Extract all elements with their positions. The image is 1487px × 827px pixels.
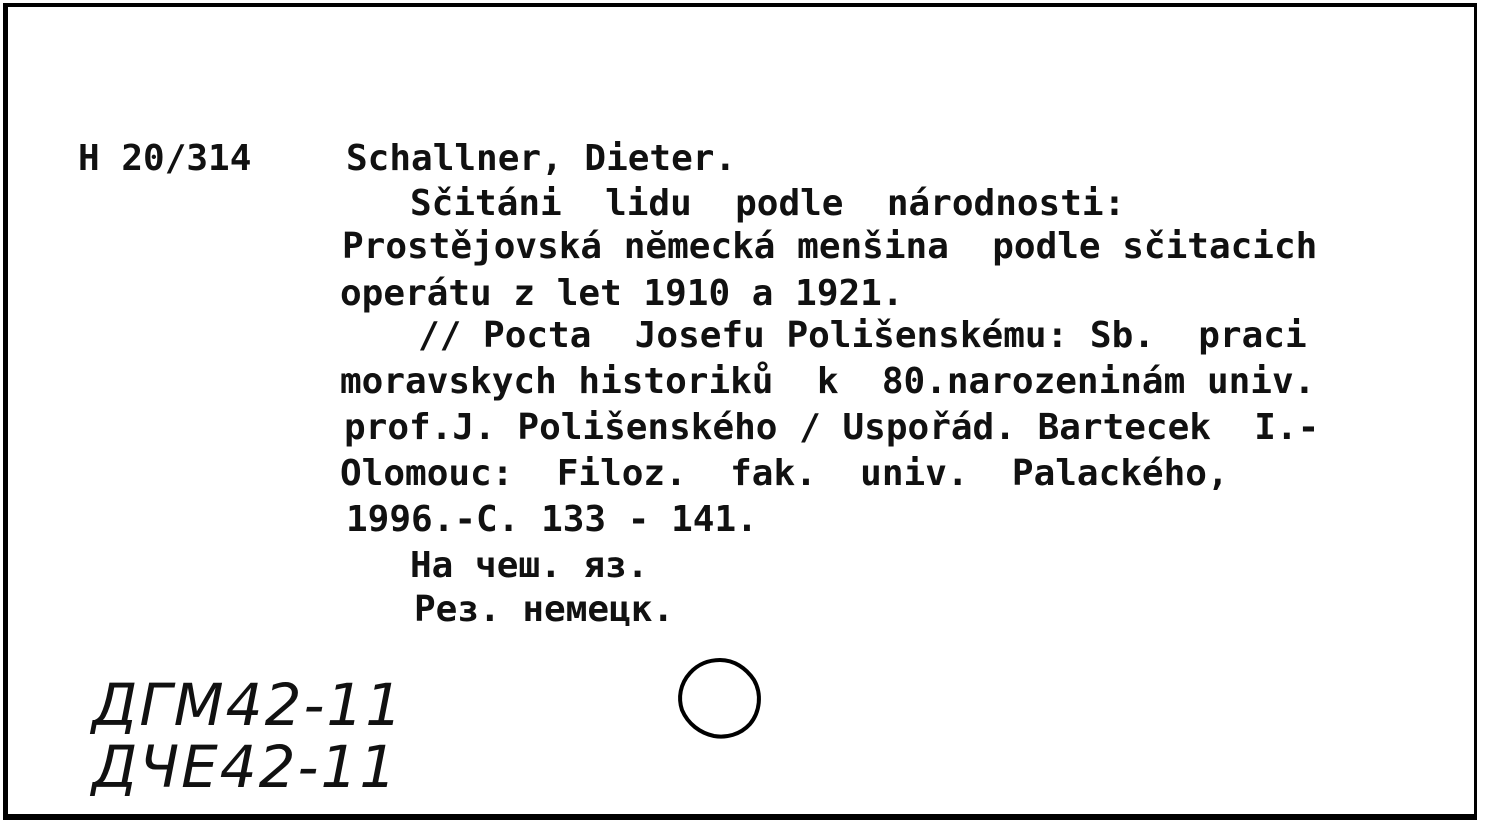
description-line: // Pocta Josefu Polišenskému: Sb. praci bbox=[418, 315, 1307, 356]
description-line: Olomouc: Filoz. fak. univ. Palackého, bbox=[340, 453, 1229, 494]
description-line: 1996.-C. 133 - 141. bbox=[346, 499, 758, 540]
language-note: На чеш. яз. bbox=[410, 545, 649, 586]
handwritten-code: ДЧЕ42-11 bbox=[92, 733, 399, 801]
description-line: prof.J. Polišenského / Uspořád. Bartecek I.- bbox=[344, 407, 1320, 448]
description-line: Sčitáni lidu podle národnosti: bbox=[410, 183, 1126, 224]
handwritten-code: ДГМ42-11 bbox=[92, 671, 405, 739]
description-line: operátu z let 1910 a 1921. bbox=[340, 273, 904, 314]
punch-hole-icon bbox=[676, 656, 764, 740]
description-line: Prostějovská nĕmecká menšina podle sčitacich bbox=[342, 226, 1318, 267]
description-line: moravskych historiků k 80.narozeninám univ. bbox=[340, 361, 1316, 402]
author-heading: Schallner, Dieter. bbox=[346, 138, 737, 179]
summary-note: Рез. немецк. bbox=[414, 589, 675, 630]
shelfmark: H 20/314 bbox=[78, 138, 252, 179]
